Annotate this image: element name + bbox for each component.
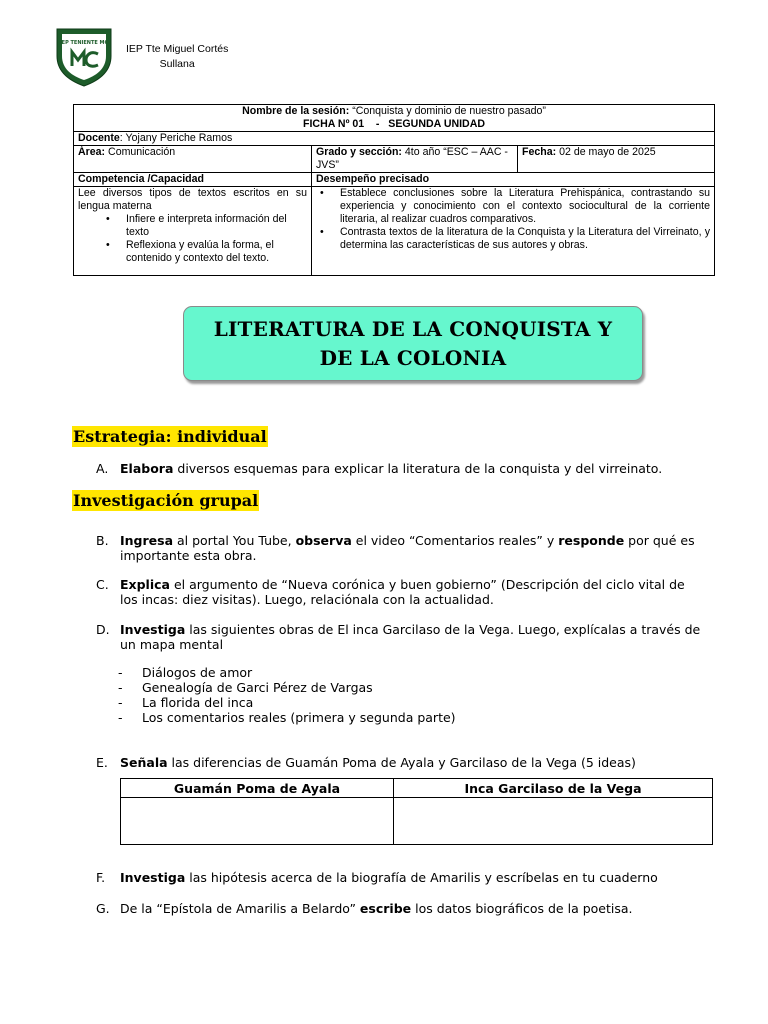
activity-text: por qué es importante esta obra. — [120, 533, 695, 563]
activity-verb: Elabora — [120, 461, 174, 476]
school-line-1: IEP Tte Miguel Cortés — [126, 43, 229, 55]
ficha-line: FICHA Nº 01 - SEGUNDA UNIDAD — [303, 118, 486, 130]
fecha-label: Fecha: — [522, 146, 557, 158]
area-cell — [74, 146, 312, 173]
competencia-header: Competencia /Capacidad — [74, 173, 312, 187]
activity-letter: G. — [96, 901, 110, 916]
desempeno-item: • Contrasta textos de la literatura de la Conquista y la Literatura del Virreinato, y determina las características de sus autores y obras. — [316, 226, 710, 252]
activity-f — [96, 870, 706, 885]
activity-text: los datos biográficos de la poetisa. — [411, 901, 633, 916]
activity-g — [96, 901, 706, 916]
activity-text: el argumento de “Nueva corónica y buen gobierno” (Descripción del ciclo vital de los incas: diez visitas). Luego, relaciónala con la actualidad. — [120, 577, 685, 607]
activity-b — [96, 533, 706, 563]
grado-label: Grado y sección: — [316, 146, 402, 158]
session-name-label: Nombre de la sesión: — [242, 105, 350, 117]
activity-verb: escribe — [359, 901, 412, 916]
session-name-value: “Conquista y dominio de nuestro pasado” — [352, 105, 546, 117]
grado-cell — [312, 146, 518, 173]
activity-verb: Investiga — [120, 622, 186, 637]
school-name — [126, 42, 228, 72]
activity-letter: A. — [96, 461, 109, 476]
session-name-cell — [74, 105, 715, 132]
comparison-cell-guaman[interactable] — [121, 798, 394, 845]
activity-verb: observa — [295, 533, 352, 548]
activity-text: las hipótesis acerca de la biografía de Amarilis y escríbelas en tu cuaderno — [185, 870, 658, 885]
desempenos-list — [316, 187, 710, 252]
school-logo-icon — [54, 26, 114, 88]
activity-verb: Explica — [120, 577, 170, 592]
list-item: - Diálogos de amor — [118, 665, 253, 680]
capacidades-list — [78, 213, 307, 265]
session-info-table — [73, 104, 715, 276]
estrategia-heading: Estrategia: individual — [73, 427, 267, 446]
docente-label: Docente — [78, 132, 120, 144]
comparison-header-garcilaso: Inca Garcilaso de la Vega — [394, 779, 713, 798]
work-title: Diálogos de amor — [142, 665, 253, 680]
investigacion-heading: Investigación grupal — [73, 491, 259, 510]
desempeno-item: • Establece conclusiones sobre la Literatura Prehispánica, contrastando su experiencia y conocimiento con el contexto sociocultural de la corriente literaria, al realizar cuadros comparativos. — [316, 187, 710, 226]
title-banner — [183, 306, 643, 381]
list-item: - Los comentarios reales (primera y segunda parte) — [118, 710, 456, 725]
capacidad-item: • Reflexiona y evalúa la forma, el contenido y contexto del texto. — [78, 239, 307, 265]
activity-letter: F. — [96, 870, 106, 885]
school-line-2: Sullana — [159, 58, 195, 70]
works-list — [118, 665, 456, 725]
activity-text: el video “Comentarios reales” y — [351, 533, 559, 548]
desempeno-cell — [312, 187, 715, 276]
activity-c — [96, 577, 706, 607]
grado-value: 4to año “ESC – AAC - JVS” — [316, 146, 508, 171]
activity-text: las diferencias de Guamán Poma de Ayala y Garcilaso de la Vega (5 ideas) — [167, 755, 636, 770]
work-title: La florida del inca — [142, 695, 254, 710]
activity-a — [96, 461, 706, 476]
activity-text: al portal You Tube, — [173, 533, 296, 548]
work-title: Genealogía de Garci Pérez de Vargas — [142, 680, 373, 695]
activity-verb: Ingresa — [120, 533, 174, 548]
logo-text: IEP TENIENTE MC — [59, 40, 109, 46]
comparison-cell-garcilaso[interactable] — [394, 798, 713, 845]
list-item: - La florida del inca — [118, 695, 254, 710]
docente-cell — [74, 132, 715, 146]
page-title — [214, 315, 613, 373]
area-label: Área: — [78, 146, 106, 158]
work-title: Los comentarios reales (primera y segunda parte) — [142, 710, 456, 725]
activity-letter: D. — [96, 622, 110, 637]
competencia-cell — [74, 187, 312, 276]
activity-verb: Señala — [120, 755, 168, 770]
desempeno-header: Desempeño precisado — [312, 173, 715, 187]
fecha-value: 02 de mayo de 2025 — [556, 146, 656, 158]
activity-letter: C. — [96, 577, 109, 592]
activity-verb: Investiga — [120, 870, 186, 885]
activity-text: De la “Epístola de Amarilis a Belardo” — [120, 901, 360, 916]
activity-letter: B. — [96, 533, 109, 548]
competencia-text: Lee diversos tipos de textos escritos en su lengua materna — [78, 187, 307, 212]
fecha-cell — [518, 146, 715, 173]
list-item: - Genealogía de Garci Pérez de Vargas — [118, 680, 373, 695]
docente-value: : Yojany Periche Ramos — [119, 132, 233, 144]
title-line-2: DE LA COLONIA — [319, 345, 507, 370]
area-value: Comunicación — [105, 146, 176, 158]
activity-verb: responde — [558, 533, 625, 548]
comparison-header-guaman: Guamán Poma de Ayala — [121, 779, 394, 798]
activity-letter: E. — [96, 755, 108, 770]
capacidad-item: • Infiere e interpreta información del texto — [78, 213, 307, 239]
activity-text: diversos esquemas para explicar la literatura de la conquista y del virreinato. — [173, 461, 663, 476]
activity-e — [96, 755, 706, 770]
activity-text: las siguientes obras de El inca Garcilaso de la Vega. Luego, explícalas a través de un mapa mental — [120, 622, 701, 652]
comparison-table — [120, 778, 713, 845]
title-line-1: LITERATURA DE LA CONQUISTA Y — [213, 316, 613, 341]
activity-d — [96, 622, 706, 652]
